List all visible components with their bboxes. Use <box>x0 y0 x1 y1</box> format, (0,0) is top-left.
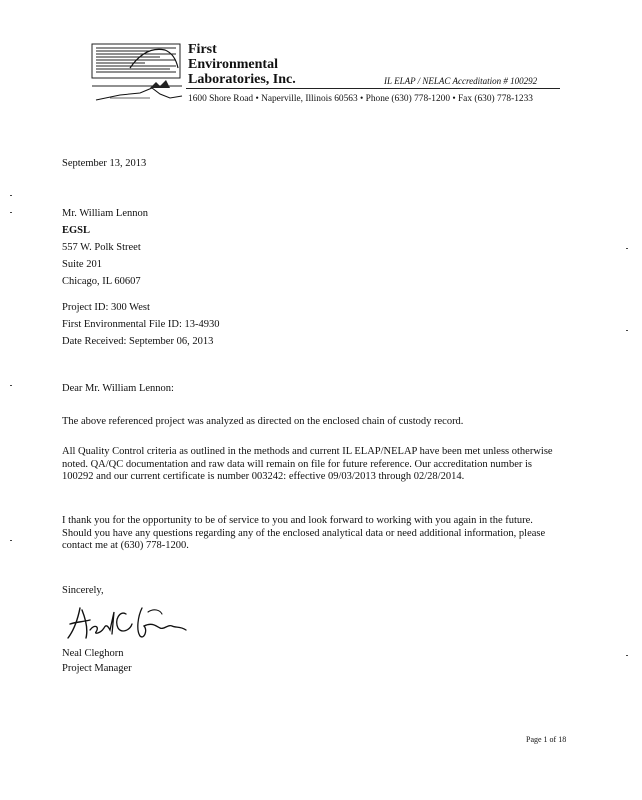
page-number: Page 1 of 18 <box>526 735 567 744</box>
scan-speck <box>10 195 12 196</box>
scan-speck <box>10 385 12 386</box>
recipient-name: Mr. William Lennon <box>62 208 148 219</box>
letter-date: September 13, 2013 <box>62 158 147 169</box>
project-id: Project ID: 300 West <box>62 302 150 313</box>
recipient-street: 557 W. Polk Street <box>62 242 141 253</box>
closing: Sincerely, <box>62 585 104 596</box>
accreditation-text: IL ELAP / NELAC Accreditation # 100292 <box>384 76 538 86</box>
date-received: Date Received: September 06, 2013 <box>62 336 214 347</box>
scan-speck <box>626 655 628 656</box>
header-rule <box>186 88 560 89</box>
recipient-company: EGSL <box>62 225 91 236</box>
handwritten-signature <box>64 600 194 645</box>
file-id: First Environmental File ID: 13-4930 <box>62 319 220 330</box>
recipient-suite: Suite 201 <box>62 259 102 270</box>
scan-speck <box>10 212 12 213</box>
scan-speck <box>10 540 12 541</box>
signer-title: Project Manager <box>62 663 132 674</box>
recipient-city: Chicago, IL 60607 <box>62 276 141 287</box>
body-paragraph-3: I thank you for the opportunity to be of service to you and look forward to working with you again in the future. Should you have any questions regarding any of the enclosed analytical data or need additional information, please contact me at (630) 778-1200. <box>62 515 546 551</box>
scan-speck <box>626 248 628 249</box>
salutation: Dear Mr. William Lennon: <box>62 383 174 394</box>
signer-name: Neal Cleghorn <box>62 648 124 659</box>
company-name-line1: First <box>188 42 217 57</box>
company-logo <box>90 38 185 108</box>
body-paragraph-2: All Quality Control criteria as outlined in the methods and current IL ELAP/NELAP have been met unless otherwise noted. QA/QC documentation and raw data will remain on file for future reference. Our accreditation number is 100292 and our current certificate is number 003242: effective 09/03/2013 through 02/28/2014. <box>62 446 553 482</box>
address-line: 1600 Shore Road • Naperville, Illinois 60563 • Phone (630) 778-1200 • Fax (630) 778-1233 <box>188 94 533 104</box>
body-paragraph-1: The above referenced project was analyzed as directed on the enclosed chain of custody record. <box>62 416 464 427</box>
scan-speck <box>626 330 628 331</box>
company-name-line3: Laboratories, Inc. <box>188 72 296 87</box>
company-name-line2: Environmental <box>188 57 278 72</box>
